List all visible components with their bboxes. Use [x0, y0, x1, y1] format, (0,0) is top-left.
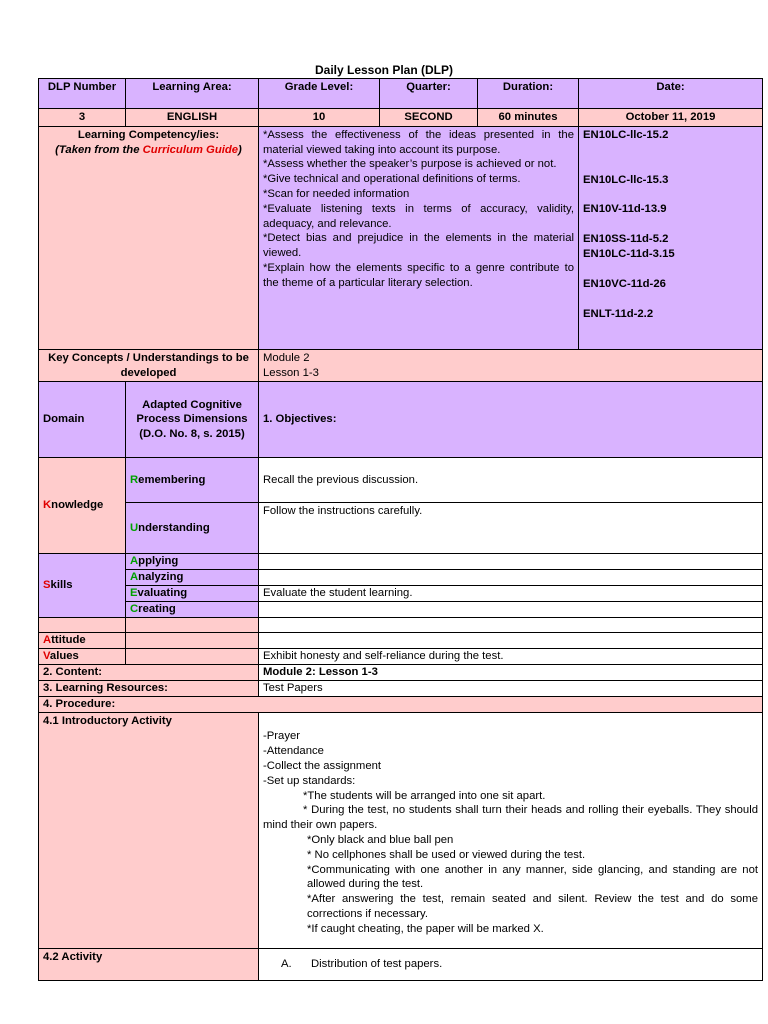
analyzing-label: Analyzing — [126, 570, 259, 586]
competency-item: *Detect bias and prejudice in the elements in the material viewed. — [263, 232, 574, 260]
competency-item: *Evaluate listening texts in terms of accuracy, validity, adequacy, and relevance. — [263, 202, 574, 230]
blank-cell — [39, 618, 126, 633]
resources-label: 3. Learning Resources: — [39, 681, 259, 697]
creating-label: Creating — [126, 602, 259, 618]
competency-code: EN10LC-11d-3.15 — [583, 247, 675, 260]
header-duration: Duration: — [478, 79, 579, 109]
standard-item: *The students will be arranged into one sit apart. — [303, 789, 546, 802]
procedure-label: 4. Procedure: — [39, 697, 763, 713]
attitude-sub — [126, 633, 259, 649]
header-quarter: Quarter: — [380, 79, 478, 109]
competency-sub-open: (Taken from the — [55, 143, 143, 156]
knowledge-label: Knowledge — [39, 458, 126, 554]
intro-activity-label: 4.1 Introductory Activity — [39, 713, 259, 949]
competency-item: *Assess whether the speaker’s purpose is achieved or not. — [263, 158, 557, 171]
value-grade-level: 10 — [259, 109, 380, 127]
resources-text: Test Papers — [259, 681, 763, 697]
value-learning-area: ENGLISH — [126, 109, 259, 127]
evaluating-label: Evaluating — [126, 586, 259, 602]
header-dlp-number: DLP Number — [39, 79, 126, 109]
competency-code: EN10LC-llc-15.2 — [583, 128, 669, 141]
content-label: 2. Content: — [39, 665, 259, 681]
competency-label: Learning Competency/ies: — [77, 128, 220, 141]
blank-cell — [259, 618, 763, 633]
competency-item: *Scan for needed information — [263, 187, 410, 200]
activity-item-text: Distribution of test papers. — [311, 958, 443, 971]
key-concepts-line: Lesson 1-3 — [263, 366, 319, 379]
analyzing-text — [259, 570, 763, 586]
key-concepts-label: Key Concepts / Understandings to be developed — [39, 349, 259, 382]
key-concepts-line: Module 2 — [263, 351, 310, 364]
intro-line: -Set up standards: — [263, 774, 356, 787]
header-grade-level: Grade Level: — [259, 79, 380, 109]
content-text: Module 2: Lesson 1-3 — [259, 665, 763, 681]
activity-item-marker: A. — [281, 958, 292, 971]
standard-item: * No cellphones shall be used or viewed during the test. — [307, 848, 586, 861]
standard-item: *If caught cheating, the paper will be marked X. — [307, 922, 544, 935]
standard-item: *Only black and blue ball pen — [307, 833, 454, 846]
curriculum-guide-text: Curriculum Guide — [142, 143, 239, 156]
competency-list — [259, 126, 579, 349]
creating-text — [259, 602, 763, 618]
competency-codes — [579, 126, 763, 349]
attitude-label: Attitude — [39, 633, 126, 649]
standard-item: * During the test, no students shall turn their heads and rolling their eyeballs. They should mind their own papers. — [263, 804, 758, 832]
value-dlp-number: 3 — [39, 109, 126, 127]
values-sub — [126, 649, 259, 665]
activity-content — [259, 949, 763, 981]
competency-code: EN10LC-llc-15.3 — [583, 173, 669, 186]
applying-text — [259, 554, 763, 570]
key-concepts-text — [259, 349, 763, 382]
competency-item: *Give technical and operational definitions of terms. — [263, 173, 521, 186]
values-label: Values — [39, 649, 126, 665]
domain-label: Domain — [39, 382, 126, 458]
value-date: October 11, 2019 — [579, 109, 763, 127]
intro-line: -Prayer — [263, 730, 301, 743]
understanding-text: Follow the instructions carefully. — [259, 503, 763, 554]
intro-line: -Collect the assignment — [263, 759, 382, 772]
evaluating-text: Evaluate the student learning. — [259, 586, 763, 602]
remembering-label: Remembering — [126, 458, 259, 503]
skills-label: Skills — [39, 554, 126, 618]
header-learning-area: Learning Area: — [126, 79, 259, 109]
objectives-label: 1. Objectives: — [259, 382, 763, 458]
values-text: Exhibit honesty and self-reliance during the test. — [259, 649, 763, 665]
standard-item: *After answering the test, remain seated and silent. Review the test and do some corrections if necessary. — [307, 893, 758, 920]
understanding-label: Understanding — [126, 503, 259, 554]
intro-activity-content — [259, 713, 763, 949]
attitude-text — [259, 633, 763, 649]
competency-item: *Explain how the elements specific to a genre contribute to the theme of a particular literary selection. — [263, 261, 574, 289]
competency-label-cell — [39, 126, 259, 349]
competency-sub-close: ) — [238, 143, 242, 156]
intro-line: -Attendance — [263, 745, 324, 758]
competency-code: EN10VC-11d-26 — [583, 277, 666, 290]
value-duration: 60 minutes — [478, 109, 579, 127]
competency-code: ENLT-11d-2.2 — [583, 307, 654, 320]
page-title: Daily Lesson Plan (DLP) — [314, 63, 454, 77]
standard-item: *Communicating with one another in any manner, side glancing, and standing are not allowed during the test. — [307, 863, 758, 891]
competency-code: EN10SS-11d-5.2 — [583, 233, 669, 246]
applying-label: Applying — [126, 554, 259, 570]
activity-label: 4.2 Activity — [39, 949, 259, 981]
competency-code: EN10V-11d-13.9 — [583, 203, 667, 216]
remembering-text: Recall the previous discussion. — [259, 458, 763, 503]
adapted-dimensions: Adapted Cognitive Process Dimensions (D.O. No. 8, s. 2015) — [126, 382, 259, 458]
blank-cell — [126, 618, 259, 633]
header-date: Date: — [579, 79, 763, 109]
value-quarter: SECOND — [380, 109, 478, 127]
competency-item: *Assess the effectiveness of the ideas presented in the material viewed taking into account its purpose. — [263, 128, 574, 156]
lesson-plan-table — [38, 78, 763, 981]
